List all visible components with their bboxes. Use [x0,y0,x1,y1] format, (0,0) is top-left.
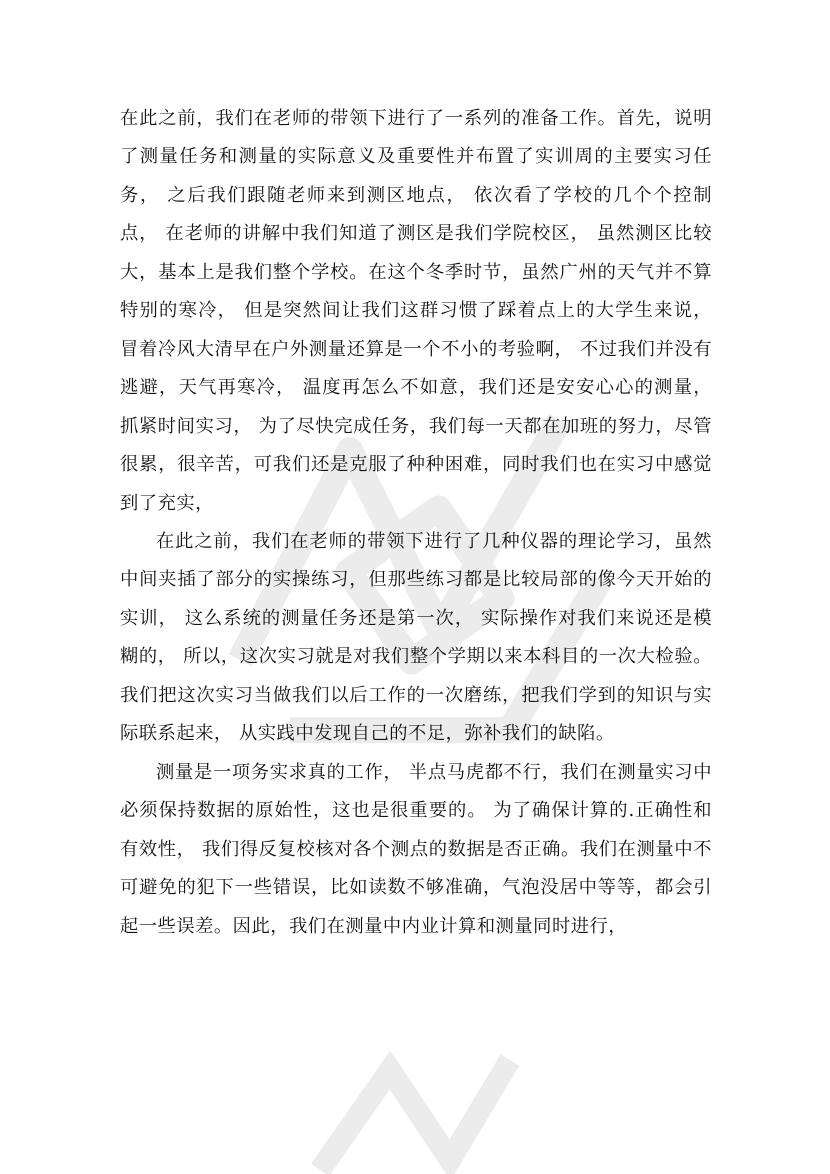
watermark-icon [300,1030,520,1174]
paragraph-3: 测量是一项务实求真的工作， 半点马虎都不行，我们在测量实习中必须保持数据的原始性，这也是很重要的。 为了确保计算的.正确性和有效性， 我们得反复校核对各个测点的数据是否正确。我们在测量中不可避免的犯下一些错误，比如读数不够准确，气泡没居中等等，都会引起一些误差。因此，我们在测量中内业计算和测量同时进行， [120,761,712,937]
document-body [120,100,712,946]
paragraph-1: 在此之前，我们在老师的带领下进行了一系列的准备工作。首先，说明了测量任务和测量的实际意义及重要性并布置了实训周的主要实习任务， 之后我们跟随老师来到测区地点， 依次看了学校的几个个控制点， 在老师的讲解中我们知道了测区是我们学院校区， 虽然测区比较大，基本上是我们整个学校。在这个冬季时节，虽然广州的天气并不算特别的寒冷， 但是突然间让我们这群习惯了踩着点上的大学生来说， 冒着冷风大清早在户外测量还算是一个不小的考验啊， 不过我们并没有逃避，天气再寒冷， 温度再怎么不如意，我们还是安安心心的测量， 抓紧时间实习， 为了尽快完成任务，我们每一天都在加班的努力，尽管很累，很辛苦，可我们还是克服了种种困难，同时我们也在实习中感觉到了充实， [120,108,712,514]
paragraph-2: 在此之前，我们在老师的带领下进行了几种仪器的理论学习，虽然中间夹插了部分的实操练习，但那些练习都是比较局部的像今天开始的实训， 这么系统的测量任务还是第一次， 实际操作对我们来说还是模糊的， 所以，这次实习就是对我们整个学期以来本科目的一次大检验。 我们把这次实习当做我们以后工作的一次磨练，把我们学到的知识与实际联系起来， 从实践中发现自己的不足，弥补我们的缺陷。 [120,530,712,745]
